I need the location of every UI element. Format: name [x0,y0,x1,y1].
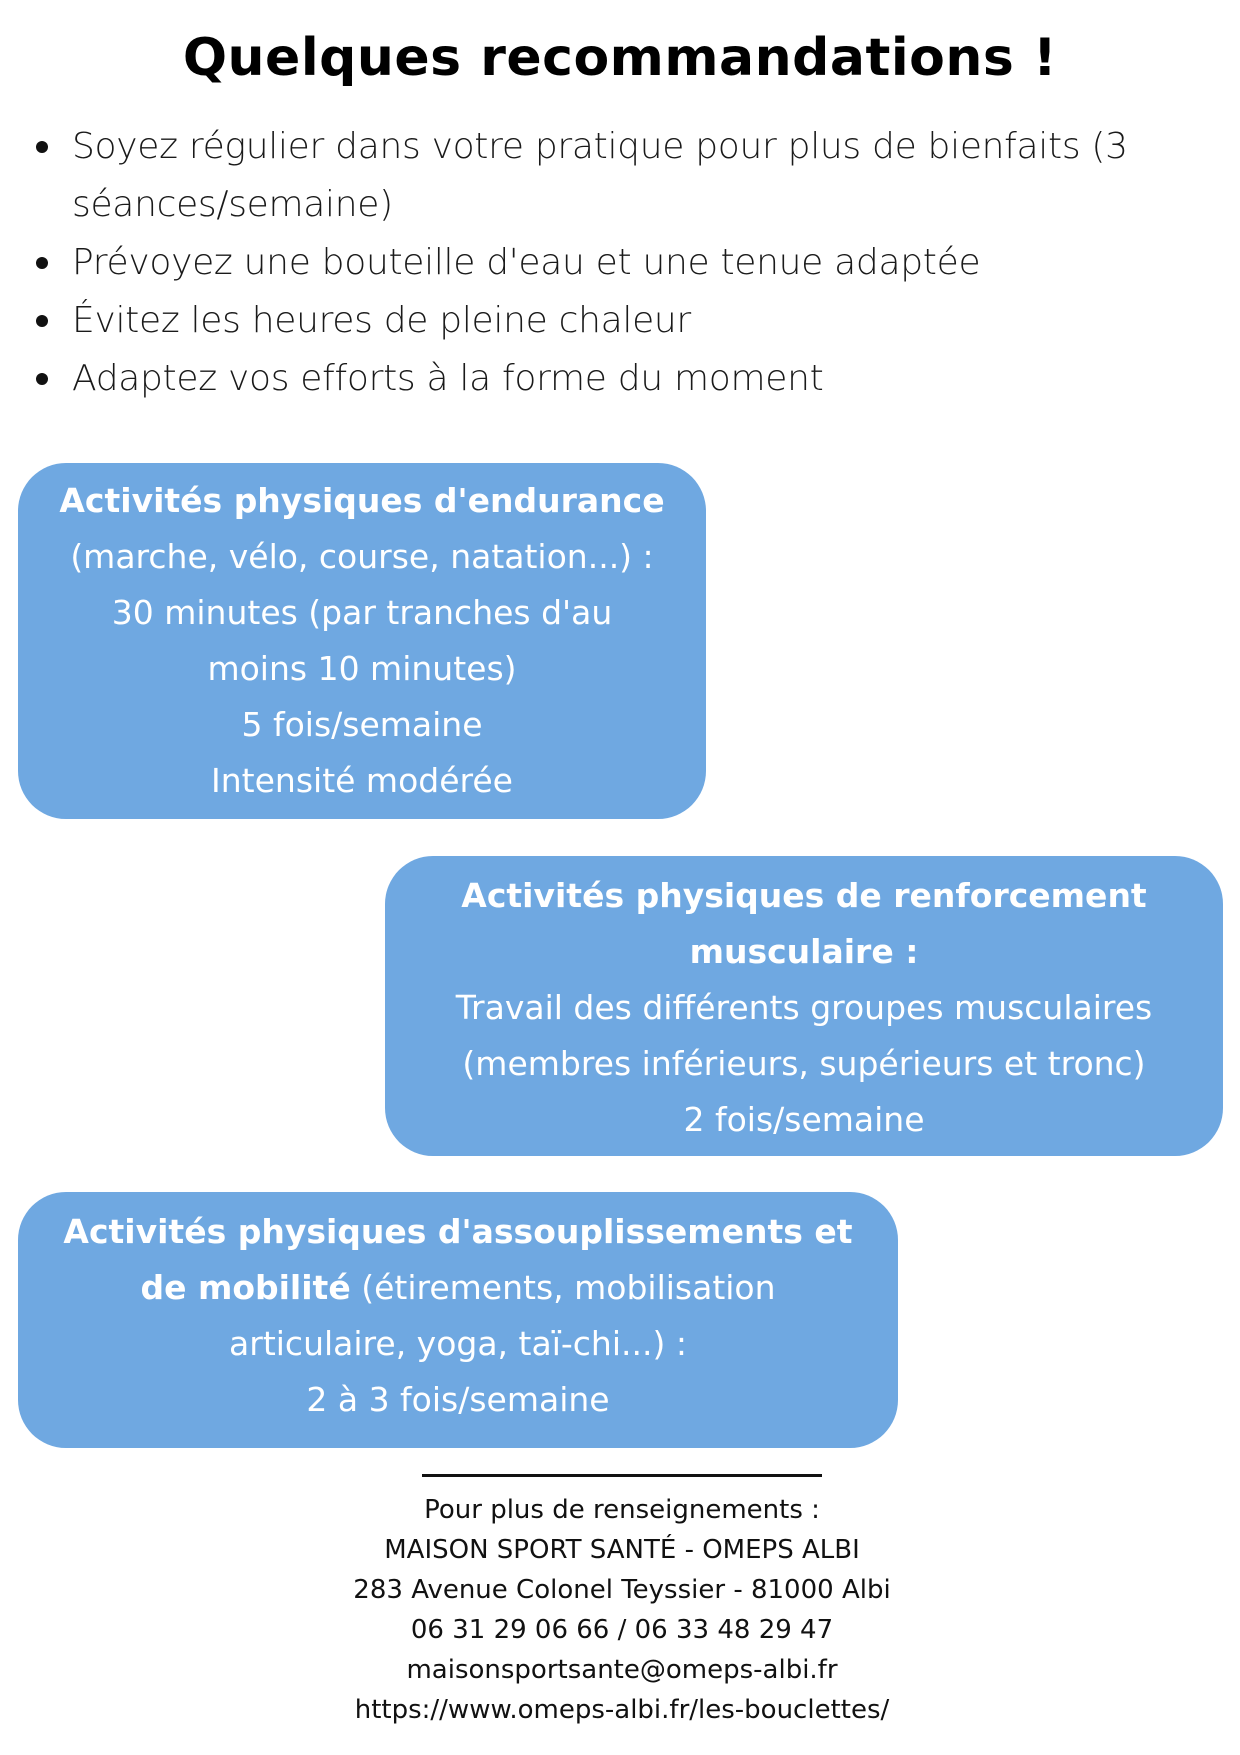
contact-address: 283 Avenue Colonel Teyssier - 81000 Albi [353,1575,891,1605]
recommendation-text: Prévoyez une bouteille d'eau et une tenue adaptée [72,242,981,283]
contact-intro: Pour plus de renseignements : [424,1495,820,1525]
endurance-card-line: moins 10 minutes) [207,649,517,688]
contact-email: maisonsportsante@omeps-albi.fr [406,1655,838,1685]
contact-organization: MAISON SPORT SANTÉ - OMEPS ALBI [384,1535,860,1565]
contact-website: https://www.omeps-albi.fr/les-bouclettes/ [354,1695,890,1725]
recommendations-list [30,118,1210,408]
contact-phones: 06 31 29 06 66 / 06 33 48 29 47 [410,1615,834,1645]
renforcement-card-line: Travail des différents groupes musculaires [455,988,1153,1027]
endurance-card-line: 5 fois/semaine [241,705,483,744]
renforcement-card-line: (membres inférieurs, supérieurs et tronc) [462,1044,1146,1083]
bullet-icon [36,141,48,153]
divider [422,1474,822,1477]
recommendation-text: Adaptez vos efforts à la forme du moment [72,358,824,399]
recommendation-text-continued: séances/semaine) [72,184,393,225]
list-item [30,118,1210,234]
bullet-icon [36,257,48,269]
renforcement-card-heading: Activités physiques de renforcement [461,876,1147,915]
endurance-card-line: (marche, vélo, course, natation...) : [70,537,654,576]
page-title: Quelques recommandations ! [182,28,1058,88]
endurance-card-heading: Activités physiques d'endurance [59,481,665,520]
souplesse-card-line: articulaire, yoga, taï-chi...) : [229,1324,687,1363]
souplesse-card [18,1192,898,1448]
souplesse-card-heading-rest: (étirements, mobilisation [350,1268,776,1307]
renforcement-card-line: 2 fois/semaine [683,1100,925,1139]
endurance-card [18,463,706,819]
bullet-icon [36,315,48,327]
renforcement-card [385,856,1223,1156]
bullet-icon [36,373,48,385]
endurance-card-line: 30 minutes (par tranches d'au [111,593,613,632]
souplesse-card-heading-continued [18,1260,898,1316]
endurance-card-line: Intensité modérée [211,761,513,800]
renforcement-card-heading-continued: musculaire : [689,932,919,971]
recommendation-text: Évitez les heures de pleine chaleur [72,300,691,341]
souplesse-card-heading: Activités physiques d'assouplissements et [63,1212,853,1251]
list-item [30,350,1210,408]
recommendation-text: Soyez régulier dans votre pratique pour plus de bienfaits (3 [72,126,1128,167]
list-item [30,292,1210,350]
list-item [30,234,1210,292]
contact-block [0,1490,1240,1730]
souplesse-card-line: 2 à 3 fois/semaine [306,1380,610,1419]
souplesse-card-heading-bold: de mobilité [140,1268,351,1307]
